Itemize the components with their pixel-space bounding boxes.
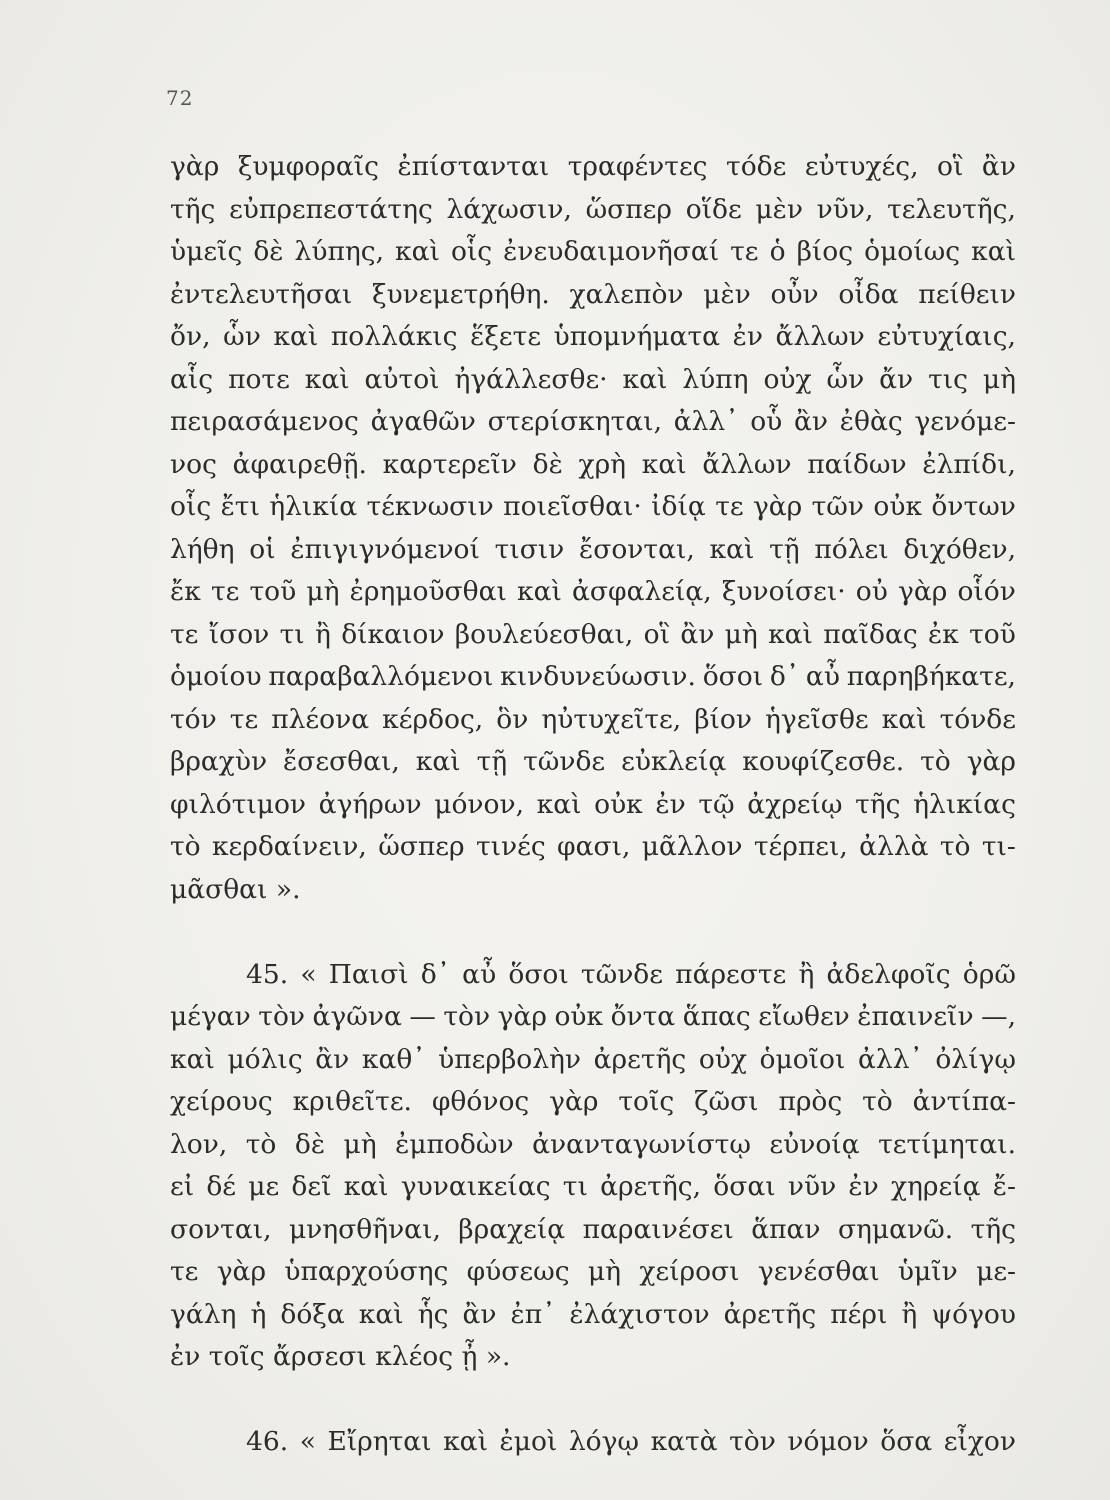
- word: ἡγεῖσθε: [765, 703, 869, 735]
- text-line: [170, 741, 1016, 784]
- word: ἔκ: [170, 576, 201, 607]
- word: αὖ: [462, 958, 497, 990]
- word: ὅσαι: [713, 1171, 776, 1202]
- word: δ᾽: [420, 958, 450, 990]
- word: ἠγάλλεσθε·: [454, 363, 608, 395]
- word: καρτερεῖν: [382, 448, 517, 480]
- word: βραχείᾳ: [458, 1213, 566, 1245]
- word: ἡλικίας: [913, 788, 1016, 820]
- word: καὶ: [443, 1426, 488, 1457]
- word: ἧς: [417, 1298, 449, 1330]
- word: τῇ: [769, 533, 800, 565]
- word: τινές: [475, 831, 546, 862]
- word: μόλις: [227, 1043, 303, 1075]
- word: καὶ: [415, 746, 461, 777]
- word: εἶχον: [943, 1426, 1016, 1457]
- word: παῖδας: [823, 618, 918, 650]
- word: καὶ: [641, 448, 687, 480]
- word: οὐ: [855, 576, 888, 607]
- word: τις: [928, 363, 968, 395]
- word: εὐτυχές,: [804, 151, 919, 182]
- word: ἐνευδαιμονῆσαί: [503, 236, 720, 267]
- word: αὖ: [805, 661, 840, 692]
- word: τι: [279, 618, 305, 650]
- word: μνησθῆναι,: [288, 1213, 441, 1245]
- word: δὲ: [294, 1128, 326, 1160]
- word: με-: [976, 1256, 1016, 1287]
- section-46-first-line: [170, 1421, 1016, 1464]
- text-line: [170, 274, 1016, 317]
- word: δὲ: [532, 448, 563, 480]
- word: κέρδος,: [382, 703, 484, 735]
- word: —,: [981, 1001, 1016, 1032]
- text-line: [170, 699, 1016, 742]
- word: με: [248, 1171, 280, 1202]
- section-45-first-line: [170, 954, 1016, 997]
- word: μὴ: [724, 618, 758, 650]
- word: λύπη: [682, 363, 749, 395]
- text-line: [170, 571, 1016, 614]
- word: τῆς: [855, 788, 901, 820]
- word: πολλάκις: [330, 321, 458, 352]
- word: ἔ-: [992, 1171, 1016, 1202]
- word: ὧν: [826, 363, 865, 395]
- word: ἐν: [732, 321, 763, 352]
- word: ἐν: [848, 1171, 879, 1202]
- word: ἀφαιρεθῇ.: [232, 448, 367, 480]
- word: ὄντα: [610, 1001, 676, 1032]
- word: τὸν: [443, 1001, 491, 1032]
- text-line: [170, 359, 1016, 402]
- word: οἱ: [249, 533, 276, 565]
- word: ὥσπερ: [585, 193, 672, 225]
- word: ἴσον: [208, 618, 270, 650]
- word: ἂν: [680, 618, 715, 650]
- word: ἐμποδὼν: [395, 1128, 514, 1160]
- word: ἐπαινεῖν: [857, 1001, 974, 1032]
- word: πρὸς: [778, 1086, 843, 1117]
- word: ὁμοίως: [864, 236, 961, 267]
- word: γὰρ: [966, 746, 1016, 777]
- word: γὰρ: [216, 1256, 267, 1287]
- word: τῶν: [811, 491, 865, 522]
- text-line: [170, 1251, 1016, 1294]
- text-line: μᾶσθαι ».: [170, 873, 301, 905]
- word: βίος: [796, 236, 854, 267]
- word: κουφίζεσθε.: [742, 746, 905, 777]
- word: ὑπομνήματα: [553, 321, 721, 352]
- word: δεῖ: [291, 1171, 332, 1202]
- word: ἀλλὰ: [859, 831, 929, 862]
- word: ὃν: [496, 703, 529, 735]
- word: ἡ: [250, 1298, 267, 1330]
- word: οὖν: [770, 278, 819, 310]
- word: ἐθὰς: [839, 406, 903, 437]
- word: ἄν: [879, 363, 914, 395]
- word: γὰρ: [549, 1086, 599, 1117]
- word: πλέονα: [271, 703, 370, 735]
- word: μᾶλλον: [641, 831, 743, 862]
- word: παρηβήκατε,: [846, 661, 1016, 692]
- word: πειρασάμενος: [170, 406, 359, 437]
- word: καὶ: [395, 236, 440, 267]
- word: ἐκ: [928, 618, 959, 650]
- word: γυναικείας: [400, 1171, 551, 1202]
- word: οὐκ: [594, 788, 643, 820]
- word: τε: [170, 618, 199, 650]
- word: ἢ: [901, 1298, 918, 1330]
- text-line: [170, 996, 1016, 1039]
- word: ἅπας: [682, 1001, 751, 1032]
- word: ἂν: [794, 406, 829, 437]
- word: χηρείᾳ: [890, 1171, 981, 1202]
- word: καθ᾽: [361, 1043, 426, 1075]
- word: ἐπιγιγνόμενοί: [290, 533, 480, 565]
- word: ἐπίστανται: [397, 151, 550, 182]
- word: ἄλλων: [775, 321, 865, 352]
- word: τόνδε: [939, 703, 1016, 735]
- word: ἀγήρων: [318, 788, 422, 820]
- word: τὸ: [862, 1086, 893, 1117]
- word: τῆς: [170, 193, 216, 225]
- word: τὸν: [729, 1426, 776, 1457]
- text-line: [170, 784, 1016, 827]
- word: τῆς: [970, 1213, 1016, 1245]
- word: ἀγαθῶν: [370, 406, 476, 437]
- word: τῶνδε: [523, 746, 606, 777]
- word: «: [299, 1426, 316, 1457]
- word: ἐμοὶ: [499, 1426, 558, 1457]
- word: πείθειν: [918, 278, 1016, 310]
- word: ἂν: [981, 151, 1016, 182]
- word: τε: [730, 236, 759, 267]
- word: οὐκ: [554, 1001, 604, 1032]
- word: ἡλικία: [269, 491, 358, 522]
- word: οὗ: [750, 406, 783, 437]
- word: ἰδίᾳ: [651, 491, 706, 522]
- word: ἔτι: [220, 491, 260, 522]
- word: ὑπερβολὴν: [438, 1043, 582, 1075]
- word: δὲ: [253, 236, 284, 267]
- word: στερίσκηται,: [487, 406, 662, 437]
- text-line: [170, 146, 1016, 189]
- word: καὶ: [709, 533, 755, 565]
- word: ἀντίπα-: [912, 1086, 1016, 1117]
- word: κινδυνεύωσιν.: [500, 661, 696, 692]
- word: 46.: [246, 1426, 289, 1457]
- word: οἳ: [937, 151, 964, 182]
- word: ὅσοι: [508, 958, 569, 990]
- word: ἕξετε: [470, 321, 542, 352]
- word: ὑμεῖς: [170, 236, 243, 267]
- word: ἐλπίδι,: [922, 448, 1016, 480]
- text-line: [170, 401, 1016, 444]
- word: ἀγῶνα: [312, 1001, 402, 1032]
- word: τῇ: [476, 746, 508, 777]
- word: κριθεῖτε.: [292, 1086, 412, 1117]
- word: καὶ: [622, 363, 668, 395]
- word: ξυμφοραῖς: [237, 151, 379, 182]
- word: μέγαν: [170, 1001, 251, 1032]
- word: τοῖς: [618, 1086, 675, 1117]
- word: ὁμοίου: [170, 661, 262, 692]
- word: πέρι: [830, 1298, 888, 1330]
- word: ὁ: [769, 236, 786, 267]
- word: μὲν: [755, 193, 803, 225]
- word: καὶ: [343, 1171, 389, 1202]
- word: Εἴρηται: [327, 1426, 432, 1457]
- word: μὴ: [587, 1256, 621, 1287]
- word: παίδων: [807, 448, 907, 480]
- word: τι: [562, 1171, 588, 1202]
- word: ἐν: [655, 788, 686, 820]
- word: ἐπ᾽: [510, 1298, 556, 1330]
- word: δίκαιον: [341, 618, 445, 650]
- word: τελευτῆς,: [887, 193, 1016, 225]
- word: χρὴ: [578, 448, 627, 480]
- word: καὶ: [358, 1298, 404, 1330]
- text-line: [170, 826, 1016, 869]
- word: πόλει: [814, 533, 889, 565]
- word: τοῦ: [249, 576, 297, 607]
- word: καὶ: [273, 321, 319, 352]
- word: ὄν,: [170, 321, 211, 352]
- word: λον,: [170, 1128, 228, 1160]
- word: ὑμῖν: [897, 1256, 958, 1287]
- text-line: [170, 486, 1016, 529]
- word: εὐκλείᾳ: [621, 746, 727, 777]
- word: εἴωθεν: [758, 1001, 850, 1032]
- word: αἷς: [170, 363, 214, 395]
- word: μὴ: [982, 363, 1016, 395]
- word: τραφέντες: [567, 151, 708, 182]
- word: παραβαλλόμενοι: [268, 661, 494, 692]
- word: ἐντελευτῆσαι: [170, 278, 353, 310]
- word: τε: [210, 576, 240, 607]
- word: ἀνανταγωνίστῳ: [532, 1128, 751, 1160]
- text-line: [170, 231, 1016, 274]
- word: ὅσα: [880, 1426, 933, 1457]
- word: ἀρετῆς,: [600, 1171, 702, 1202]
- word: ἐλάχιστον: [569, 1298, 710, 1330]
- word: μόνον,: [434, 788, 524, 820]
- page-number: 72: [166, 86, 194, 110]
- word: καὶ: [304, 363, 350, 395]
- word: τέκνωσιν: [366, 491, 494, 522]
- word: νῦν: [787, 1171, 837, 1202]
- text-line: [170, 1166, 1016, 1209]
- word: λύπης,: [294, 236, 385, 267]
- word: βουλεύεσθαι,: [454, 618, 634, 650]
- word: φιλότιμον: [170, 788, 307, 820]
- word: εὐτυχίαις,: [877, 321, 1016, 352]
- word: καὶ: [768, 618, 813, 650]
- word: χείροσι: [639, 1256, 740, 1287]
- word: τὸ: [170, 831, 201, 862]
- word: εὐπρεπεστάτης: [229, 193, 433, 225]
- word: βίον: [694, 703, 752, 735]
- word: ἀρετῆς: [723, 1298, 817, 1330]
- word: ἄλλων: [702, 448, 792, 480]
- word: ἀσφαλείᾳ,: [572, 576, 712, 607]
- word: γὰρ: [752, 491, 803, 522]
- word: καὶ: [170, 1043, 215, 1075]
- word: τόδε: [726, 151, 787, 182]
- word: ἢ: [798, 958, 815, 990]
- word: ἂν: [315, 1043, 350, 1075]
- word: κατὰ: [650, 1426, 718, 1457]
- word: τε: [170, 1256, 199, 1287]
- word: ὄντων: [931, 491, 1016, 522]
- word: τέρπει,: [753, 831, 848, 862]
- word: οἶδα: [838, 278, 899, 310]
- word: τῷ: [698, 788, 735, 820]
- word: ἀλλ᾽: [858, 1043, 923, 1075]
- word: σονται,: [170, 1213, 272, 1245]
- word: τε: [229, 703, 259, 735]
- word: γὰρ: [497, 1001, 547, 1032]
- word: γάλη: [170, 1298, 237, 1330]
- word: οἷς: [170, 491, 212, 522]
- text-line: [170, 316, 1016, 359]
- paragraph-gap: [170, 1379, 1016, 1422]
- word: ἅπαν: [751, 1213, 821, 1245]
- word: καὶ: [517, 576, 562, 607]
- word: ποιεῖσθαι·: [503, 491, 642, 522]
- word: καὶ: [971, 236, 1016, 267]
- word: Παισὶ: [328, 958, 409, 990]
- word: σημανῶ.: [837, 1213, 954, 1245]
- word: ηὐτυχεῖτε,: [541, 703, 682, 735]
- word: ὑπαρχούσης: [284, 1256, 449, 1287]
- word: ἀδελφοῖς: [826, 958, 951, 990]
- word: τι-: [981, 831, 1016, 862]
- word: δ᾽: [769, 661, 800, 692]
- word: οἳ: [643, 618, 670, 650]
- word: ὧν: [223, 321, 261, 352]
- word: ποτε: [228, 363, 290, 395]
- word: ἂν: [462, 1298, 497, 1330]
- word: καὶ: [536, 788, 582, 820]
- word: χείρους: [170, 1086, 273, 1117]
- word: παραινέσει: [582, 1213, 734, 1245]
- word: ὁμοῖοι: [759, 1043, 846, 1075]
- word: λήθη: [170, 533, 235, 565]
- word: λόγῳ: [568, 1426, 640, 1457]
- word: ξυνοίσει·: [721, 576, 846, 607]
- word: βραχὺν: [170, 746, 268, 777]
- word: γὰρ: [170, 151, 220, 182]
- word: εὐνοίᾳ: [769, 1128, 860, 1160]
- word: γενέσθαι: [757, 1256, 880, 1287]
- word: οἷόν: [957, 576, 1016, 607]
- word: τετίμηται.: [878, 1128, 1016, 1160]
- word: δέ: [206, 1171, 237, 1202]
- word: αὐτοὶ: [364, 363, 440, 395]
- word: γενόμε-: [914, 406, 1016, 437]
- text-line: [170, 529, 1016, 572]
- word: εἰ: [170, 1171, 195, 1202]
- word: τισιν: [494, 533, 565, 565]
- word: μὴ: [343, 1128, 377, 1160]
- word: τόν: [170, 703, 217, 735]
- word: χαλεπὸν: [569, 278, 684, 310]
- word: 45.: [246, 958, 289, 990]
- word: «: [300, 958, 317, 990]
- text-line: ἐν τοῖς ἄρσεσι κλέος ᾖ ».: [170, 1341, 511, 1372]
- word: οἵδε: [685, 193, 742, 225]
- word: φασι,: [557, 831, 631, 862]
- text-line: [170, 656, 1016, 699]
- word: νόμον: [787, 1426, 869, 1457]
- word: ὅσοι: [702, 661, 764, 692]
- word: ψόγου: [931, 1298, 1016, 1330]
- text-line: [170, 444, 1016, 487]
- word: διχόθεν,: [903, 533, 1016, 565]
- word: οὐχ: [763, 363, 812, 395]
- text-body: [170, 146, 1016, 1464]
- word: οὐχ: [698, 1043, 747, 1075]
- word: τοῦ: [969, 618, 1016, 650]
- word: ξυνεμετρήθη.: [371, 278, 550, 310]
- word: —: [409, 1001, 436, 1032]
- text-line: [170, 1124, 1016, 1167]
- word: οἷς: [450, 236, 493, 267]
- text-line: [170, 1294, 1016, 1337]
- word: πάρεστε: [675, 958, 787, 990]
- word: μὴ: [306, 576, 340, 607]
- word: κερδαίνειν,: [211, 831, 367, 862]
- word: ἐρημοῦσθαι: [349, 576, 507, 607]
- text-line: [170, 189, 1016, 232]
- word: τὸν: [258, 1001, 306, 1032]
- word: ἀχρείῳ: [747, 788, 843, 820]
- word: ἔσονται,: [579, 533, 695, 565]
- word: ἔσεσθαι,: [283, 746, 400, 777]
- word: καὶ: [881, 703, 927, 735]
- word: ὁρῶ: [962, 958, 1016, 990]
- word: ἀρετῆς: [593, 1043, 687, 1075]
- word: ὀλίγῳ: [935, 1043, 1016, 1075]
- text-line: [170, 1209, 1016, 1252]
- word: νος: [170, 448, 217, 480]
- word: ὥσπερ: [378, 831, 465, 862]
- word: τε: [715, 491, 744, 522]
- word: οὐκ: [873, 491, 923, 522]
- word: μὲν: [703, 278, 751, 310]
- word: φθόνος: [431, 1086, 530, 1117]
- word: ζῶσι: [694, 1086, 759, 1117]
- word: δόξα: [280, 1298, 345, 1330]
- word: λάχωσιν,: [446, 193, 572, 225]
- text-line: [170, 1081, 1016, 1124]
- word: γὰρ: [898, 576, 948, 607]
- word: τὸ: [939, 831, 971, 862]
- word: τῶνδε: [580, 958, 663, 990]
- text-line: [170, 1039, 1016, 1082]
- word: ἢ: [314, 618, 331, 650]
- word: φύσεως: [466, 1256, 570, 1287]
- word: ἀλλ᾽: [673, 406, 739, 437]
- paragraph-gap: [170, 911, 1016, 954]
- word: τὸ: [245, 1128, 277, 1160]
- word: τὸ: [920, 746, 951, 777]
- word: νῦν,: [816, 193, 874, 225]
- text-line: [170, 614, 1016, 657]
